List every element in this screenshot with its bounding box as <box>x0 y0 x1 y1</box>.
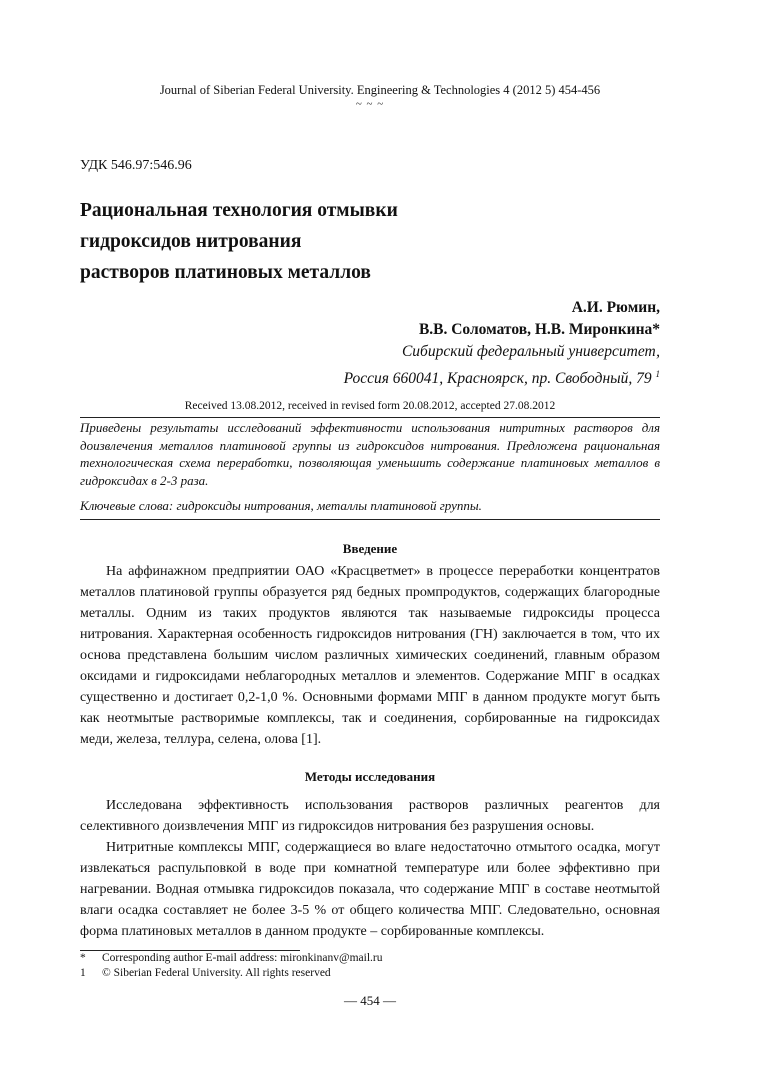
header-ornament: ~ ~ ~ <box>355 98 385 110</box>
udk-code: УДК 546.97:546.96 <box>80 158 192 173</box>
received-dates: Received 13.08.2012, received in revised form 20.08.2012, accepted 27.08.2012 <box>184 400 556 412</box>
footnote-2 <box>80 967 331 979</box>
footnote-text: © Siberian Federal University. All rights reserved <box>102 967 331 979</box>
footnote-mark: * <box>80 952 86 964</box>
page-number: — 454 — <box>344 993 396 1008</box>
title-line-3: растворов платиновых металлов <box>80 262 371 283</box>
affiliation-address: Россия 660041, Красноярск, пр. Свободный, 79 <box>343 370 652 388</box>
abstract: Приведены результаты исследований эффективности использования нитритных растворов для доизвлечения металлов платиновой группы из гидроксидов нитрования. Предложена рациональная технологическая схема переработки, позволяющая уменьшить содержание платиновых металлов в гидроксидах в 2-3 раза. <box>80 420 660 488</box>
introduction-paragraph: На аффинажном предприятии ОАО «Красцветмет» в процессе переработки концентратов металлов платиновой группы образуется ряд бедных промпродуктов, содержащих благородные металлы. Одним из таких продуктов являются так называемые гидроксиды процесса нитрования. Характерная особенность гидроксидов нитрования (ГН) заключается в том, что их основа представлена большим числом различных химических соединений, главным образом оксидами и гидроксидами неблагородных металлов и элементов. Содержание МПГ в осадках существенно и достигает 0,2-1,0 %. Основными формами МПГ в данном продукте могут быть как неотмытые растворимые комплексы, так и соединения, сорбированные на гидроксидах меди, железа, теллура, селена, олова [1]. <box>80 564 660 747</box>
abstract-bottom-rule <box>80 519 660 520</box>
author-line-2: В.В. Соломатов, Н.В. Миронкина* <box>418 321 660 338</box>
affiliation-mark: 1 <box>655 369 660 379</box>
footnote-rule <box>80 950 300 951</box>
methods-paragraph-1: Исследована эффективность использования растворов различных реагентов для селективного доизвлечения МПГ из гидроксидов нитрования без разрушения основы. <box>80 798 660 834</box>
author-line-1: А.И. Рюмин, <box>571 299 660 316</box>
affiliation-line-2 <box>344 363 660 390</box>
journal-header: Journal of Siberian Federal University. Engineering & Technologies 4 (2012 5) 454-456 <box>159 83 601 97</box>
keywords: Ключевые слова: гидроксиды нитрования, металлы платиновой группы. <box>80 498 482 513</box>
article-title <box>80 195 600 288</box>
title-line-2: гидроксидов нитрования <box>80 231 302 252</box>
section-heading-methods: Методы исследования <box>304 769 436 784</box>
footnote-mark: 1 <box>80 967 86 979</box>
abstract-top-rule <box>80 417 660 418</box>
title-line-1: Рациональная технология отмывки <box>80 200 398 221</box>
affiliation-line-1: Сибирский федеральный университет, <box>401 343 660 360</box>
section-heading-introduction: Введение <box>342 541 398 556</box>
methods-paragraph-2: Нитритные комплексы МПГ, содержащиеся во влаге недостаточно отмытого осадка, могут извлекаться распульповкой в воде при комнатной температуре или более эффективно при нагревании. Водная отмывка гидроксидов показала, что содержание МПГ в составе неотмытой влаги осадка составляет не более 3-5 % от общего количества МПГ. Следовательно, основная форма платиновых металлов в данном продукте – сорбированные комплексы. <box>80 840 660 939</box>
author-block <box>344 297 660 390</box>
footnote-1 <box>80 952 382 964</box>
footnote-text: Corresponding author E-mail address: mironkinanv@mail.ru <box>102 952 383 964</box>
